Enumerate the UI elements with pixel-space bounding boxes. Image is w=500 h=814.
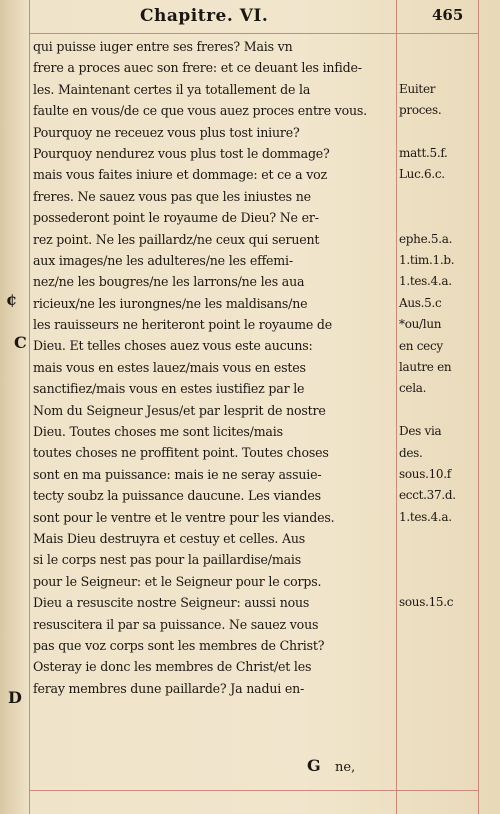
marginal-gloss: proces.: [399, 103, 442, 118]
text-line: les. Maintenant certes il ya totallement de la: [33, 81, 311, 97]
marginal-gloss: ephe.5.a.: [399, 231, 453, 246]
marginal-gloss: Des via: [399, 424, 442, 439]
margin-mark: ¢: [6, 290, 18, 309]
text-line: aux images/ne les adulteres/ne les effemi-: [33, 252, 293, 268]
text-line: pas que voz corps sont les membres de Christ?: [33, 637, 325, 653]
text-line: tecty soubz la puissance daucune. Les viandes: [33, 488, 321, 504]
text-line: sanctifiez/mais vous en estes iustifiez par le: [33, 381, 305, 397]
catchword: ne,: [335, 760, 356, 775]
text-line: pour le Seigneur: et le Seigneur pour le corps.: [33, 573, 322, 589]
marginal-gloss: 1.tes.4.a.: [399, 274, 452, 289]
page-header: [0, 4, 500, 30]
marginalia-column: [399, 36, 477, 776]
body-text: [33, 36, 395, 699]
text-line: ricieux/ne les iurongnes/ne les maldisans/ne: [33, 295, 308, 311]
marginal-gloss: sous.15.c: [399, 595, 454, 610]
text-line: qui puisse iuger entre ses freres? Mais vn: [33, 39, 293, 54]
bottom-rule: [29, 790, 478, 791]
text-line: feray membres dune paillarde? Ja nadui en-: [33, 680, 305, 696]
margin-mark: C: [14, 333, 27, 352]
marginal-gloss: lautre en: [399, 360, 452, 374]
text-line: freres. Ne sauez vous pas que les iniustes ne: [33, 188, 311, 204]
top-rule: [29, 33, 478, 34]
marginal-gloss: 1.tes.4.a.: [399, 509, 452, 524]
text-line: sont en ma puissance: mais ie ne seray assuie-: [33, 466, 322, 482]
text-line: Dieu. Et telles choses auez vous este aucuns:: [33, 338, 313, 354]
text-line: rez point. Ne les paillardz/ne ceux qui seruent: [33, 231, 320, 247]
margin-mark: D: [8, 688, 22, 707]
text-line: possederont point le royaume de Dieu? Ne er-: [33, 210, 319, 226]
right-margin-rule: [478, 0, 479, 814]
marginalia-rule: [396, 0, 397, 814]
marginal-gloss: 1.tim.1.b.: [399, 253, 455, 267]
signature-mark: G: [307, 756, 321, 775]
text-line: les rauisseurs ne heriteront point le royaume de: [33, 317, 333, 333]
marginal-gloss: ecct.37.d.: [399, 488, 456, 503]
marginal-gloss: Luc.6.c.: [399, 167, 445, 182]
left-margin-rule: [29, 0, 30, 814]
running-head: Chapitre. VI.: [140, 6, 269, 26]
text-line: frere a proces auec son frere: et ce deuant les infide-: [33, 60, 362, 76]
text-line: Osteray ie donc les membres de Christ/et les: [33, 659, 312, 675]
marginal-gloss: des.: [399, 445, 423, 460]
marginal-gloss: cela.: [399, 381, 427, 396]
text-line: Pourquoy nendurez vous plus tost le dommage?: [33, 145, 330, 161]
text-line: mais vous faites iniure et dommage: et ce a voz: [33, 167, 327, 183]
text-line: resuscitera il par sa puissance. Ne sauez vous: [33, 616, 319, 632]
text-line: toutes choses ne proffitent point. Toutes choses: [33, 445, 329, 461]
text-line: nez/ne les bougres/ne les larrons/ne les aua: [33, 274, 305, 290]
marginal-gloss: en cecy: [399, 338, 443, 353]
text-line: Mais Dieu destruyra et cestuy et celles. Aus: [33, 530, 306, 546]
page-number: 465: [432, 6, 464, 24]
marginal-gloss: sous.10.f: [399, 467, 451, 481]
marginal-gloss: matt.5.f.: [399, 146, 448, 160]
text-line: Dieu a resuscite nostre Seigneur: aussi nous: [33, 595, 310, 611]
marginal-gloss: Euiter: [399, 81, 436, 96]
text-line: Pourquoy ne receuez vous plus tost iniure?: [33, 124, 300, 140]
marginal-gloss: Aus.5.c: [399, 295, 442, 310]
text-line: mais vous en estes lauez/mais vous en estes: [33, 359, 306, 375]
marginal-gloss: *ou/lun: [399, 317, 442, 332]
text-line: Nom du Seigneur Jesus/et par lesprit de nostre: [33, 402, 326, 418]
text-line: faulte en vous/de ce que vous auez proces entre vous.: [33, 103, 367, 119]
text-line: si le corps nest pas pour la paillardise/mais: [33, 552, 301, 568]
text-line: sont pour le ventre et le ventre pour les viandes.: [33, 509, 335, 525]
text-line: Dieu. Toutes choses me sont licites/mais: [33, 424, 283, 440]
